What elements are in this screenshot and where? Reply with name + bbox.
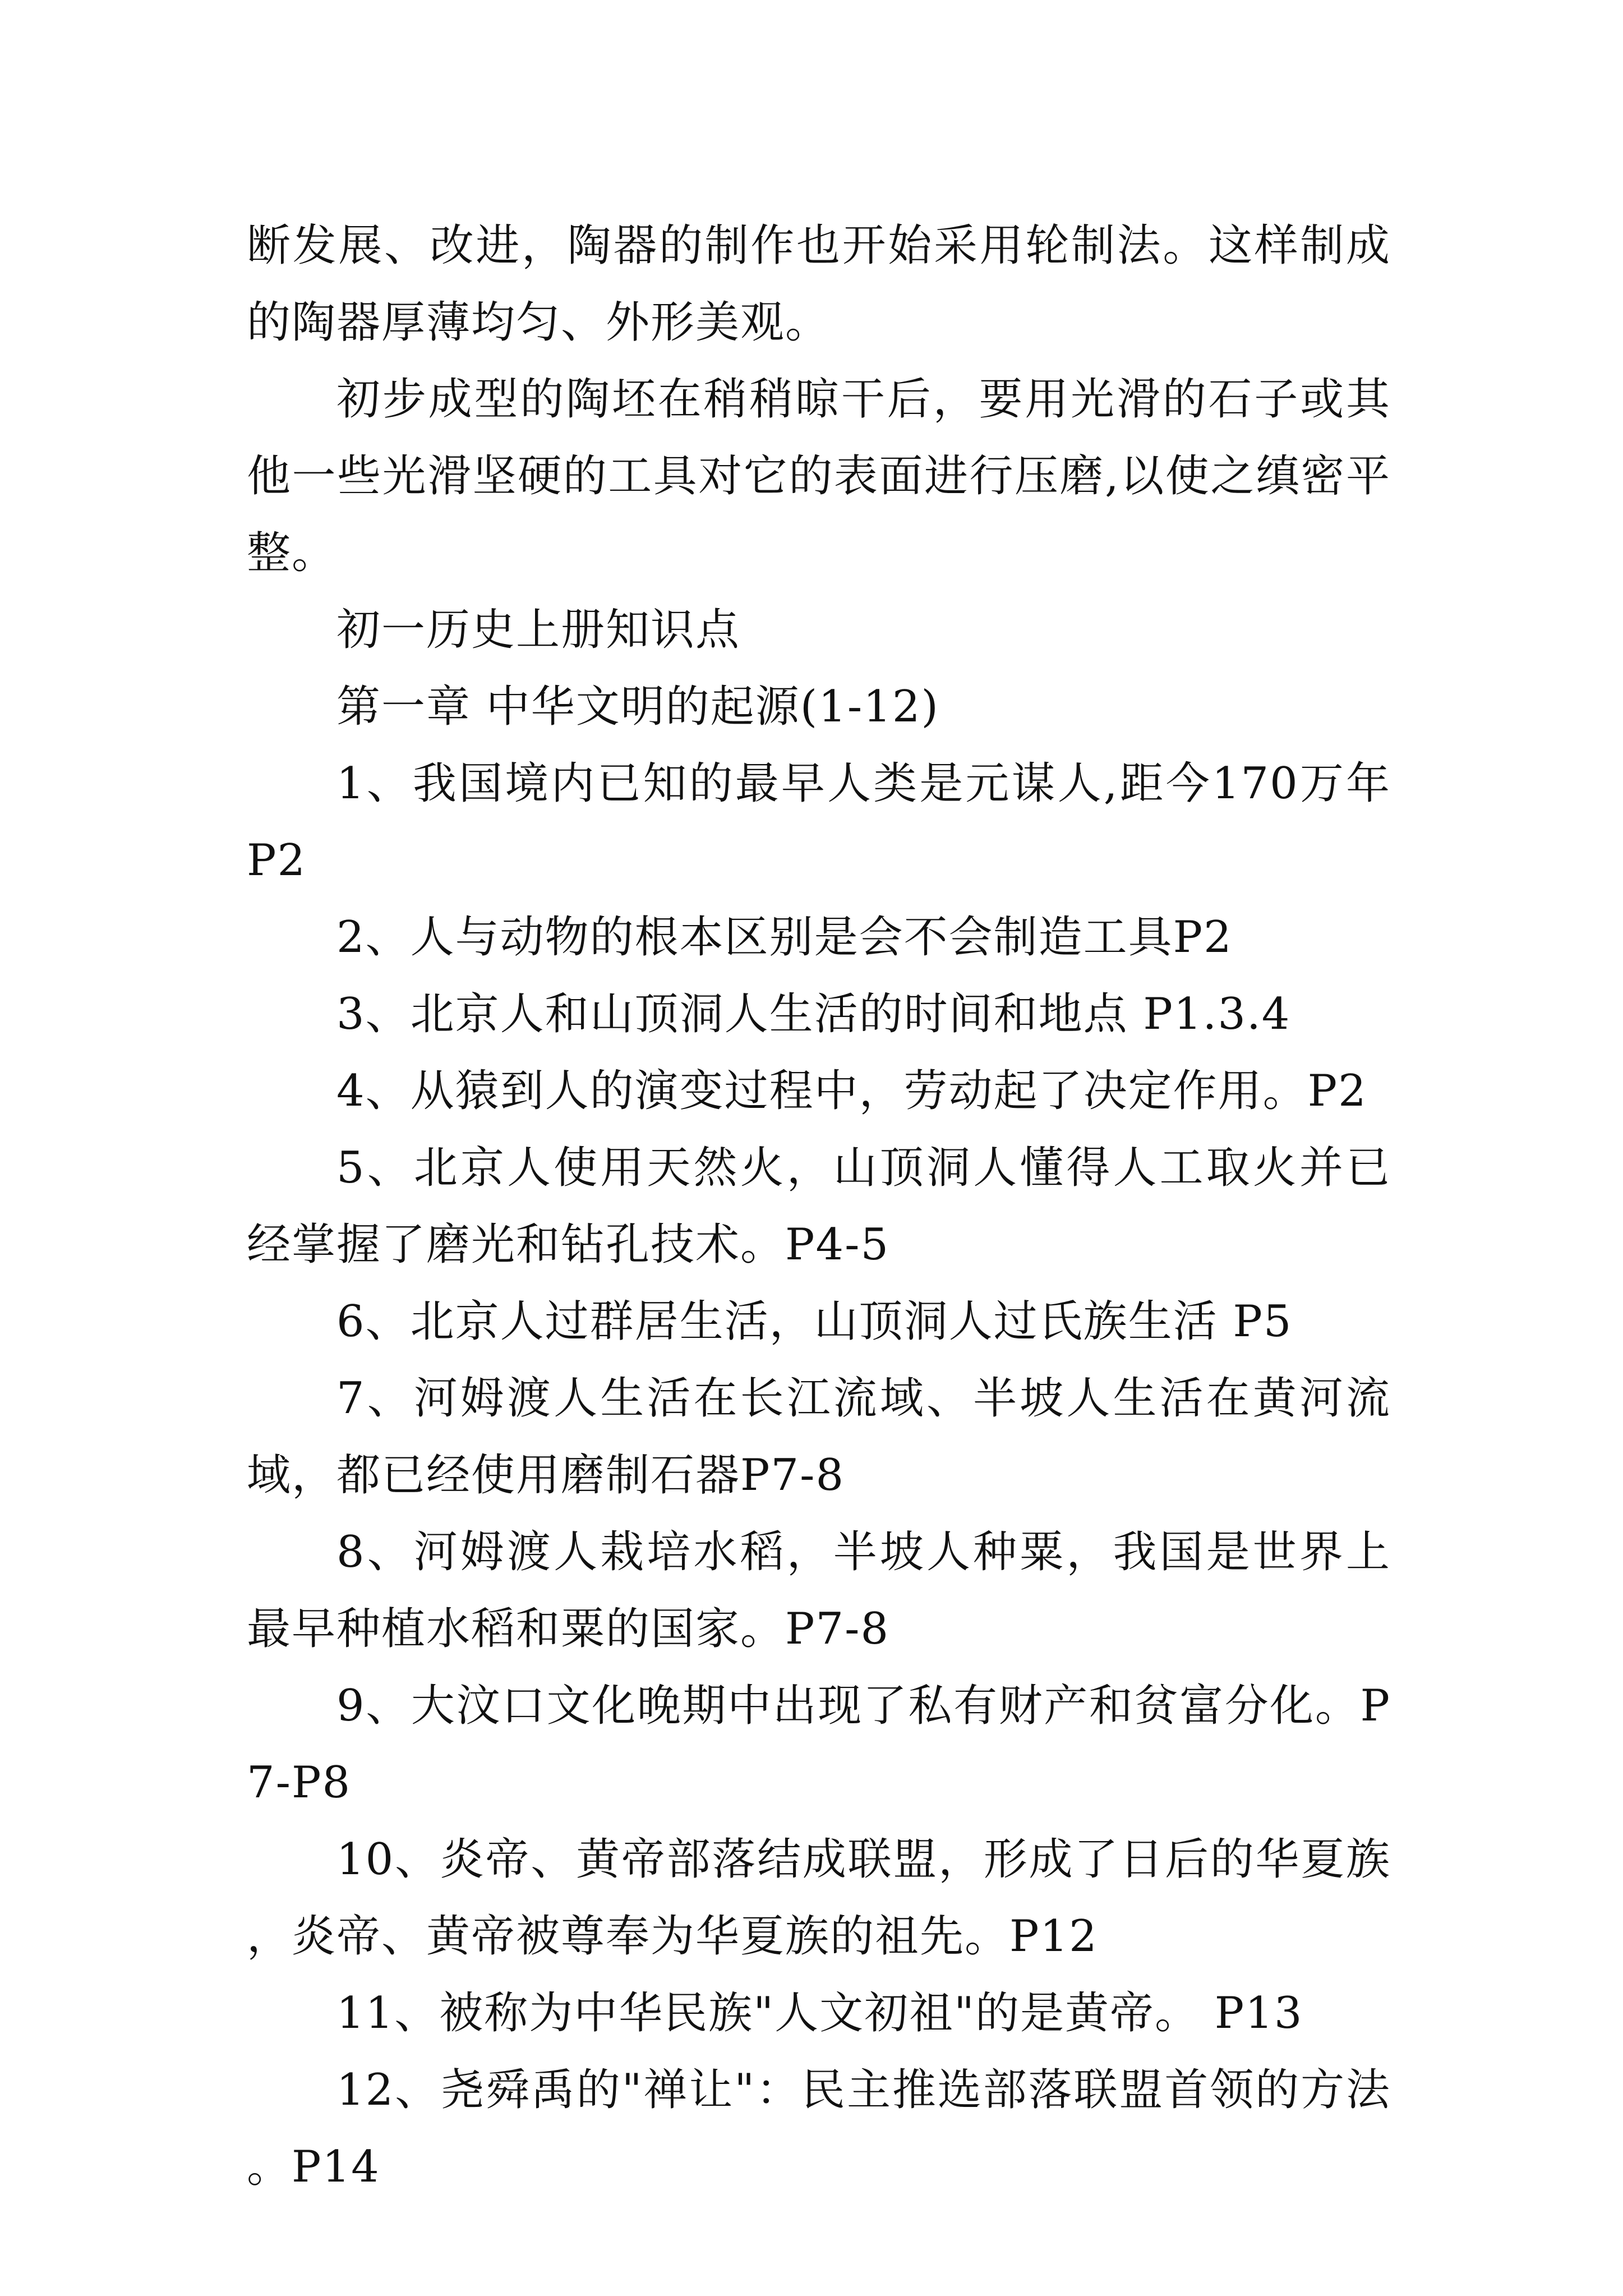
paragraph-pottery-wheel: 断发展、改进，陶器的制作也开始采用轮制法。这样制成的陶器厚薄均匀、外形美观。 [247, 220, 1391, 348]
list-item-1: 1、我国境内已知的最早人类是元谋人,距今170万年P2 [247, 758, 1391, 886]
list-item-10: 10、炎帝、黄帝部落结成联盟，形成了日后的华夏族，炎帝、黄帝被尊奉为华夏族的祖先。P12 [247, 1834, 1391, 1962]
list-item-2: 2、人与动物的根本区别是会不会制造工具P2 [336, 912, 1233, 963]
list-item-7: 7、河姆渡人生活在长江流域、半坡人生活在黄河流域，都已经使用磨制石器P7-8 [247, 1373, 1391, 1501]
chapter-heading: 第一章 中华文明的起源(1-12) [336, 682, 939, 732]
list-item-5: 5、北京人使用天然火，山顶洞人懂得人工取火并已经掌握了磨光和钻孔技术。P4-5 [247, 1143, 1391, 1270]
list-item-4: 4、从猿到人的演变过程中，劳动起了决定作用。P2 [336, 1066, 1367, 1116]
list-item-3: 3、北京人和山顶洞人生活的时间和地点 P1.3.4 [336, 989, 1291, 1039]
list-item-12: 12、尧舜禹的"禅让"：民主推选部落联盟首领的方法。P14 [247, 2065, 1391, 2192]
list-item-11: 11、被称为中华民族"人文初祖"的是黄帝。 P13 [336, 1988, 1303, 2039]
section-heading: 初一历史上册知识点 [336, 605, 741, 655]
list-item-6: 6、北京人过群居生活，山顶洞人过氏族生活 P5 [336, 1296, 1293, 1347]
list-item-9: 9、大汶口文化晚期中出现了私有财产和贫富分化。P7-P8 [247, 1681, 1391, 1808]
list-item-8: 8、河姆渡人栽培水稻，半坡人种粟，我国是世界上最早种植水稻和粟的国家。P7-8 [247, 1527, 1391, 1654]
document-body [247, 208, 1391, 2206]
paragraph-pottery-polishing: 初步成型的陶坯在稍稍晾干后，要用光滑的石子或其他一些光滑坚硬的工具对它的表面进行压磨,以使之缜密平整。 [247, 374, 1391, 578]
